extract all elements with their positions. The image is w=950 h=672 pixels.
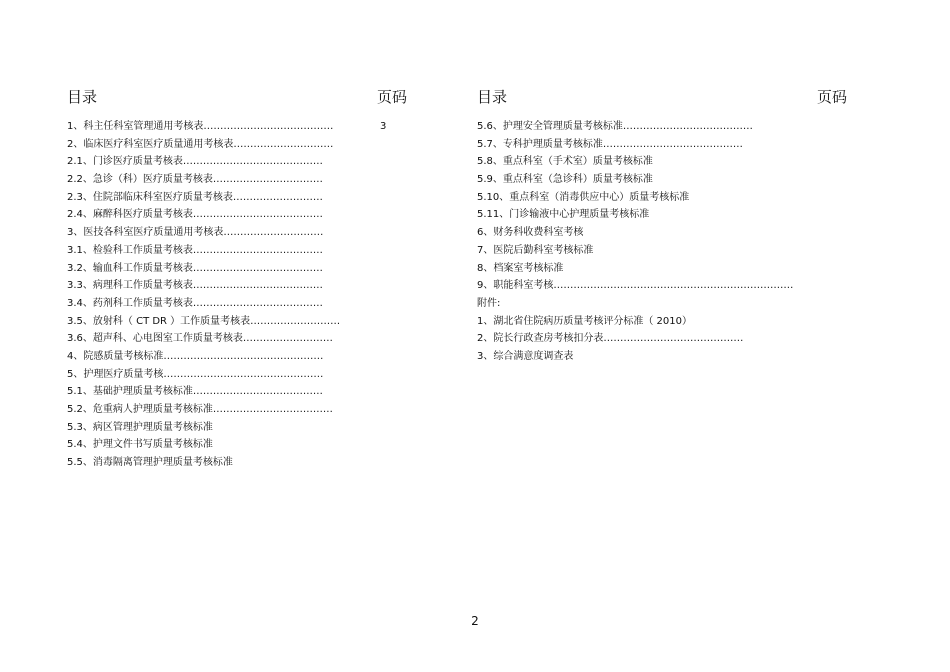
toc-entry-text: 3.2、输血科工作质量考核表…………………………………: [67, 262, 323, 274]
toc-entry: [477, 189, 847, 207]
toc-entry: [477, 206, 847, 224]
toc-entry-text: 5.5、消毒隔离管理护理质量考核标准: [67, 457, 233, 469]
toc-entry-text: 2.1、门诊医疗质量考核表……………………………………: [67, 156, 323, 168]
toc-entry: [67, 454, 407, 472]
toc-title: 目录: [67, 88, 98, 106]
toc-entry-text: 3.5、放射科（ CT DR ）工作质量考核表………………………: [67, 315, 341, 327]
toc-entry: [477, 242, 847, 260]
toc-entry: [67, 136, 407, 154]
toc-right-column: [477, 86, 847, 366]
toc-entry: [67, 206, 407, 224]
toc-entry: [477, 348, 847, 366]
toc-entry: [477, 171, 847, 189]
toc-entry-text: 3.6、超声科、心电图室工作质量考核表………………………: [67, 333, 333, 345]
toc-entry-text: 5.7、专科护理质量考核标准……………………………………: [477, 138, 743, 150]
toc-entry-text: 5.8、重点科室（手术室）质量考核标准: [477, 156, 653, 168]
toc-entry-text: 3、医技各科室医疗质量通用考核表…………………………: [67, 227, 324, 239]
toc-entry-text: 5.2、危重病人护理质量考核标准………………………………: [67, 404, 333, 415]
toc-title: 目录: [477, 88, 508, 106]
toc-entry: [477, 224, 847, 242]
toc-header: [67, 86, 407, 108]
toc-entry: [67, 277, 407, 295]
toc-entry-text: 2、临床医疗科室医疗质量通用考核表…………………………: [67, 138, 334, 150]
page-column-header: 页码: [376, 88, 407, 106]
toc-entry: [477, 118, 847, 136]
toc-entry-text: 1、湖北省住院病历质量考核评分标准（ 2010）: [477, 315, 692, 327]
toc-entry: [477, 330, 847, 348]
toc-entry-text: 9、职能科室考核………………………………………………………………: [477, 280, 794, 292]
toc-entry: [67, 189, 407, 207]
toc-entry-text: 4、院感质量考核标准…………………………………………: [67, 350, 324, 362]
toc-entry-text: 2.2、急诊（科）医疗质量考核表……………………………: [67, 174, 323, 186]
toc-entry-text: 8、档案室考核标准: [477, 262, 564, 274]
toc-entry-text: 2、院长行政查房考核扣分表……………………………………: [477, 333, 744, 345]
toc-entry-text: 附件:: [477, 297, 501, 309]
toc-entry: [477, 136, 847, 154]
toc-entry-text: 3.4、药剂科工作质量考核表…………………………………: [67, 297, 323, 309]
toc-entry-text: 2.4、麻醉科医疗质量考核表…………………………………: [67, 209, 323, 221]
toc-entry-text: 5.10、重点科室（消毒供应中心）质量考核标准: [477, 191, 690, 203]
toc-entry-text: 5.4、护理文件书写质量考核标准: [67, 439, 213, 451]
toc-entry: [67, 383, 407, 401]
toc-entry: [67, 366, 407, 384]
toc-entry: [67, 348, 407, 366]
toc-entry: [67, 153, 407, 171]
toc-entry-text: 5.6、护理安全管理质量考核标准…………………………………: [477, 121, 753, 132]
toc-entry: [67, 118, 407, 136]
toc-entry: [67, 260, 407, 278]
toc-entry-text: 6、财务科收费科室考核: [477, 227, 584, 239]
toc-entry: [67, 295, 407, 313]
toc-entry-text: 5.9、重点科室（急诊科）质量考核标准: [477, 174, 653, 186]
toc-entry: [67, 419, 407, 437]
toc-entry-text: 7、医院后勤科室考核标准: [477, 244, 594, 256]
toc-entry: [67, 171, 407, 189]
toc-entry: [477, 260, 847, 278]
toc-entry: [477, 277, 847, 295]
toc-entry-text: 5.3、病区管理护理质量考核标准: [67, 421, 213, 433]
toc-entry-text: 1、科主任科室管理通用考核表…………………………………: [67, 121, 334, 132]
toc-entry: [67, 401, 407, 419]
toc-entry: [477, 153, 847, 171]
page-number: 2: [471, 614, 479, 628]
toc-entry-text: 3、综合满意度调查表: [477, 350, 574, 362]
toc-entry: [67, 313, 407, 331]
toc-list: [67, 118, 407, 472]
toc-entry: [67, 436, 407, 454]
toc-left-column: [67, 86, 407, 472]
toc-entry: [67, 224, 407, 242]
toc-entry-text: 5.11、门诊输液中心护理质量考核标准: [477, 209, 650, 221]
toc-entry: [67, 330, 407, 348]
toc-entry-text: 5、护理医疗质量考核…………………………………………: [67, 368, 324, 380]
toc-entry-text: 2.3、住院部临床科室医疗质量考核表………………………: [67, 191, 323, 203]
toc-list: [477, 118, 847, 366]
toc-entry: [477, 313, 847, 331]
toc-entry-text: 3.1、检验科工作质量考核表…………………………………: [67, 244, 323, 256]
toc-entry-page: 3: [380, 121, 387, 132]
toc-entry-text: 5.1、基础护理质量考核标准…………………………………: [67, 386, 323, 398]
page-column-header: 页码: [816, 88, 847, 106]
toc-entry: [67, 242, 407, 260]
toc-entry-text: 3.3、病理科工作质量考核表…………………………………: [67, 280, 323, 292]
toc-entry: [477, 295, 847, 313]
toc-header: [477, 86, 847, 108]
